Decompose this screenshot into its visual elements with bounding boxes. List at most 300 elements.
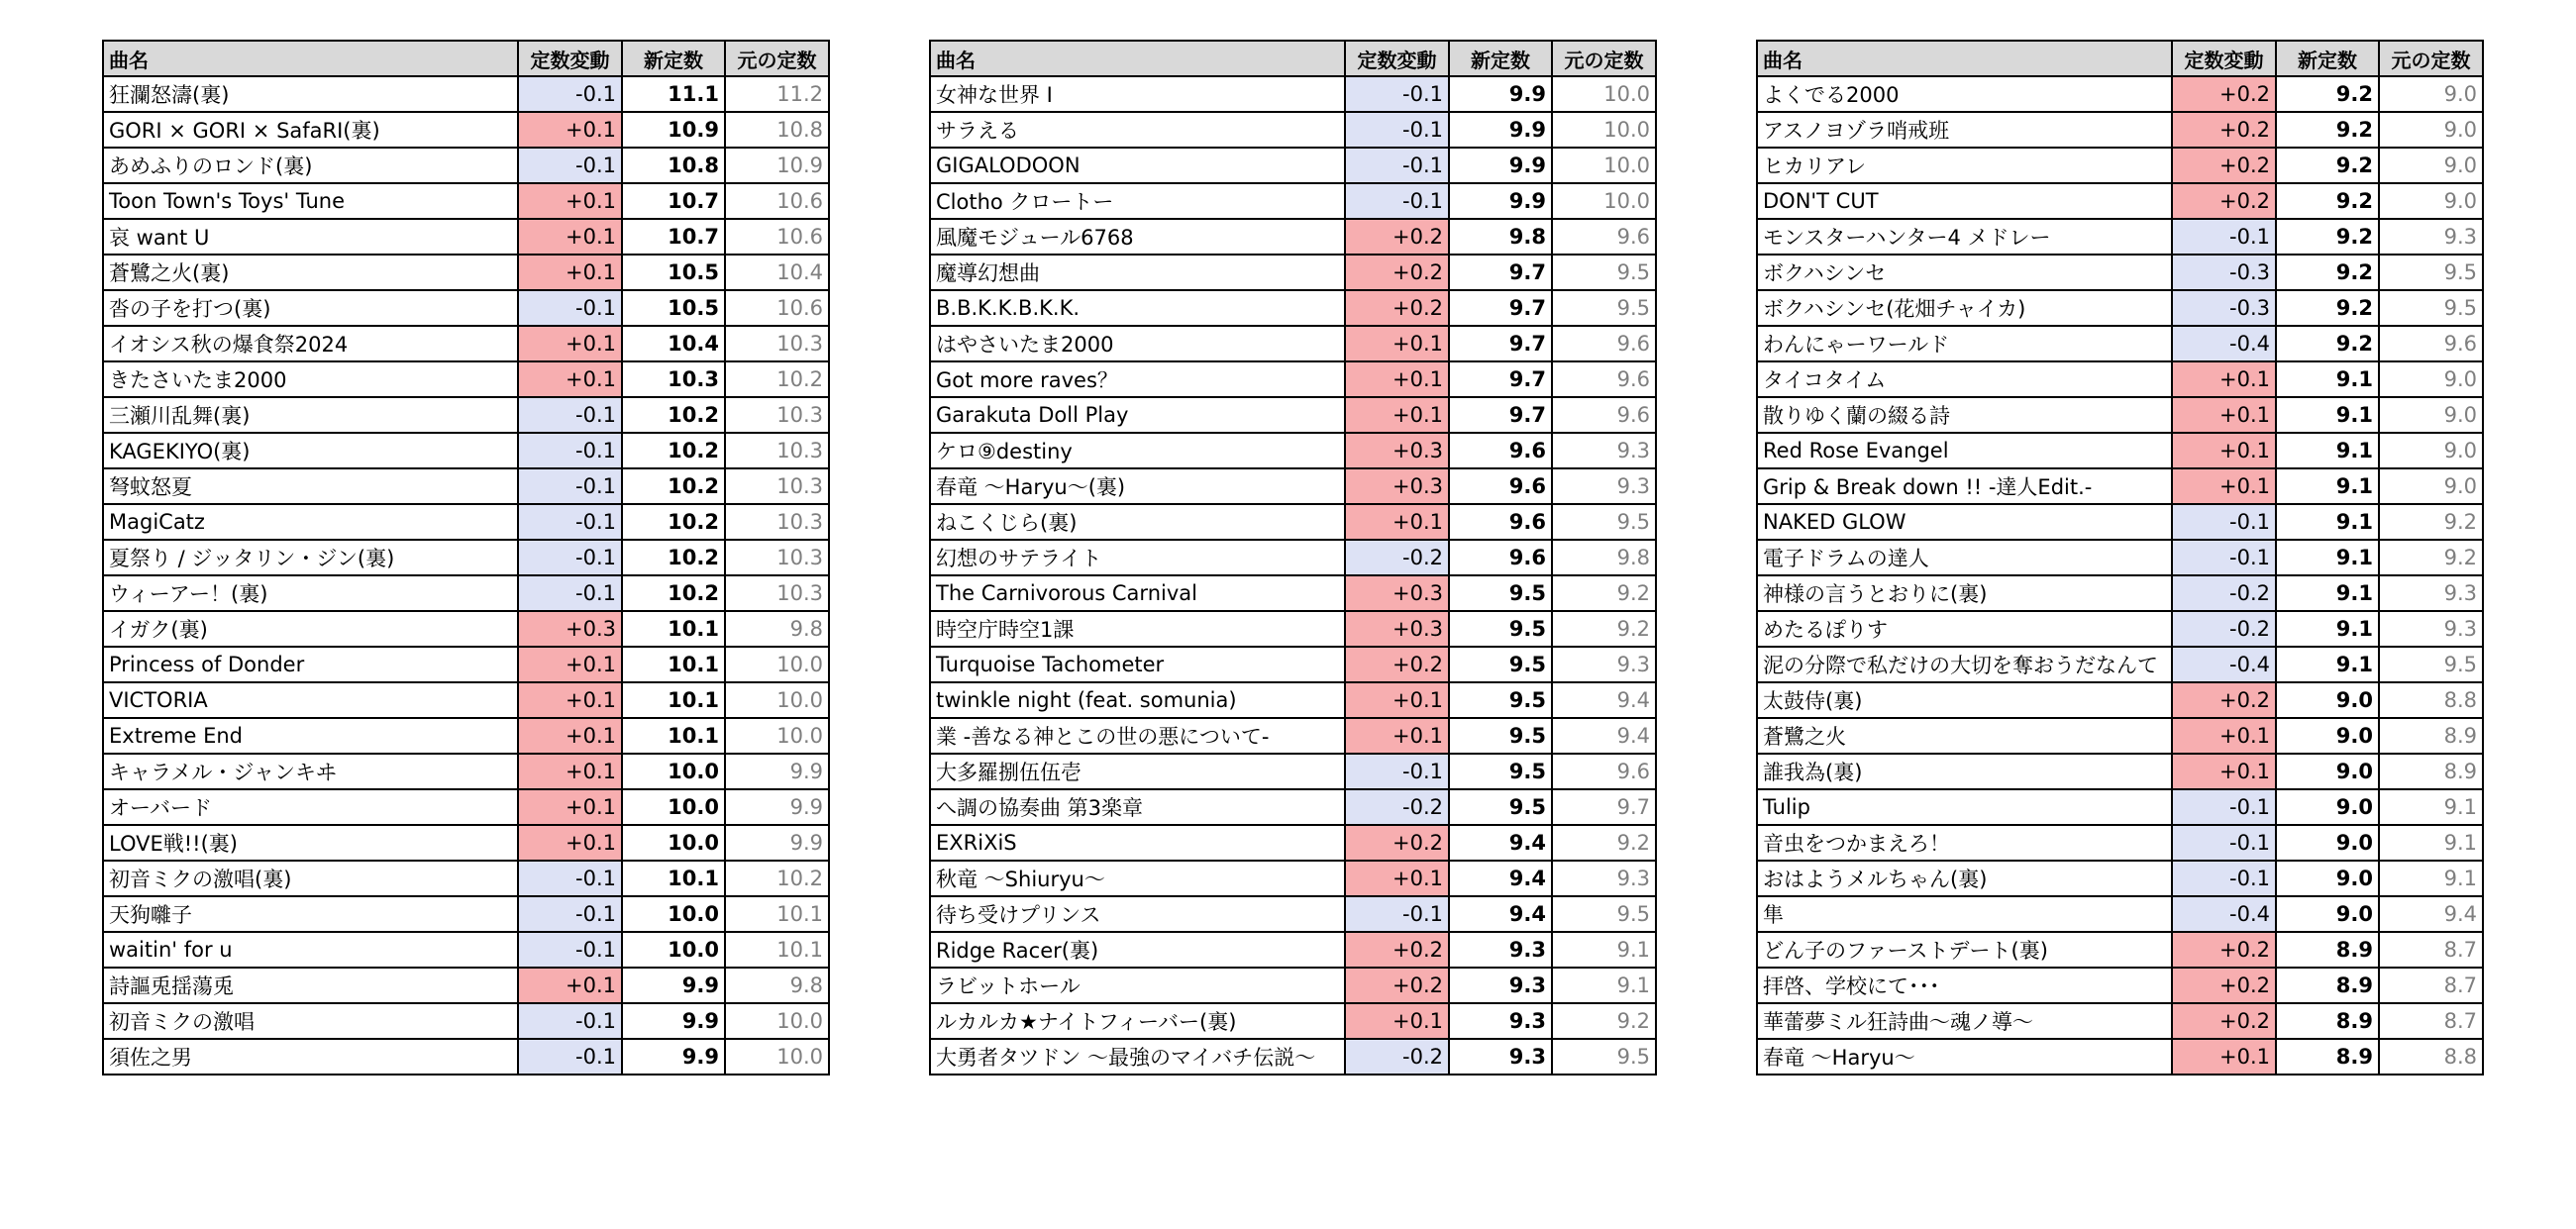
old-const-cell: 9.6 [2379,326,2483,361]
const-change-cell: +0.1 [518,789,622,825]
old-const-cell: 10.3 [725,468,829,504]
const-change-cell: -0.2 [1345,1039,1449,1075]
old-const-cell: 8.7 [2379,932,2483,968]
const-change-cell: -0.1 [518,575,622,611]
song-name-cell: 華蕾夢ミル狂詩曲～魂ノ導～ [1757,1003,2172,1039]
table-row [103,682,829,718]
table-row [930,433,1656,468]
old-const-cell: 9.6 [1552,754,1656,789]
new-const-cell: 11.1 [622,76,725,112]
song-name-cell: GORI × GORI × SafaRI(裏) [103,112,518,148]
old-const-cell: 10.2 [725,361,829,397]
table-row [103,540,829,575]
const-change-cell: +0.1 [518,112,622,148]
const-change-cell: -0.4 [2172,326,2276,361]
song-name-cell: 蒼鷺之火(裏) [103,255,518,290]
header-row [1757,41,2483,76]
const-change-cell: +0.1 [1345,861,1449,896]
const-change-cell: +0.1 [518,219,622,255]
old-const-cell: 10.0 [725,647,829,682]
const-change-cell: -0.1 [1345,896,1449,932]
old-const-cell: 9.7 [1552,789,1656,825]
new-const-cell: 9.0 [2276,682,2379,718]
new-const-cell: 9.0 [2276,754,2379,789]
old-const-cell: 10.0 [725,1039,829,1075]
old-const-cell: 9.0 [2379,112,2483,148]
song-name-cell: Ridge Racer(裏) [930,932,1345,968]
new-const-cell: 9.7 [1449,290,1552,326]
song-name-cell: twinkle night (feat. somunia) [930,682,1345,718]
song-name-cell: 初音ミクの激唱 [103,1003,518,1039]
old-const-header: 元の定数 [1552,41,1656,76]
new-const-cell: 9.9 [1449,148,1552,183]
new-const-cell: 10.2 [622,540,725,575]
table-row [1757,682,2483,718]
table-row [1757,76,2483,112]
old-const-cell: 8.9 [2379,754,2483,789]
new-const-cell: 9.3 [1449,932,1552,968]
change-header: 定数変動 [518,41,622,76]
old-const-cell: 9.0 [2379,148,2483,183]
new-const-cell: 10.4 [622,326,725,361]
const-change-cell: +0.2 [2172,932,2276,968]
song-name-cell: どん子のファーストデート(裏) [1757,932,2172,968]
new-const-cell: 10.2 [622,433,725,468]
const-change-cell: +0.3 [518,611,622,647]
song-name-cell: タイコタイム [1757,361,2172,397]
new-const-cell: 9.1 [2276,361,2379,397]
song-name-cell: B.B.K.K.B.K.K. [930,290,1345,326]
new-const-cell: 9.6 [1449,433,1552,468]
song-name-cell: 須佐之男 [103,1039,518,1075]
new-const-cell: 10.2 [622,575,725,611]
old-const-cell: 9.0 [2379,183,2483,219]
new-const-cell: 10.7 [622,183,725,219]
new-const-cell: 10.0 [622,754,725,789]
song-name-cell: ラビットホール [930,968,1345,1003]
new-const-cell: 9.5 [1449,789,1552,825]
header-row [103,41,829,76]
song-name-cell: オーバード [103,789,518,825]
old-const-cell: 8.8 [2379,682,2483,718]
const-change-cell: -0.2 [2172,611,2276,647]
new-const-cell: 9.3 [1449,1039,1552,1075]
song-name-cell: 業 -善なる神とこの世の悪について- [930,718,1345,754]
table-row [1757,433,2483,468]
const-change-cell: +0.2 [2172,1003,2276,1039]
table-row [1757,290,2483,326]
old-const-cell: 9.8 [1552,540,1656,575]
old-const-header: 元の定数 [2379,41,2483,76]
table-row [930,932,1656,968]
new-const-cell: 9.7 [1449,397,1552,433]
song-name-cell: 三瀬川乱舞(裏) [103,397,518,433]
new-const-cell: 9.5 [1449,647,1552,682]
table-row [930,861,1656,896]
old-const-cell: 9.4 [1552,682,1656,718]
old-const-cell: 9.3 [2379,219,2483,255]
old-const-cell: 10.1 [725,896,829,932]
new-const-cell: 9.2 [2276,255,2379,290]
song-name-cell: 幻想のサテライト [930,540,1345,575]
song-name-cell: ボクハシンセ(花畑チャイカ) [1757,290,2172,326]
new-const-cell: 10.3 [622,361,725,397]
song-name-cell: Got more raves？ [930,361,1345,397]
new-const-cell: 9.1 [2276,397,2379,433]
const-change-cell: -0.1 [518,76,622,112]
song-name-cell: EXRiXiS [930,825,1345,861]
table-row [1757,183,2483,219]
old-const-cell: 9.5 [2379,255,2483,290]
new-const-cell: 8.9 [2276,1003,2379,1039]
const-change-cell: -0.1 [518,540,622,575]
table-row [1757,575,2483,611]
table-row [103,896,829,932]
old-const-cell: 9.6 [1552,361,1656,397]
const-change-cell: -0.1 [518,896,622,932]
song-name-cell: Grip & Break down !! -達人Edit.- [1757,468,2172,504]
table-row [1757,861,2483,896]
table-row [103,754,829,789]
const-change-cell: +0.1 [518,682,622,718]
const-change-cell: -0.1 [518,433,622,468]
const-change-cell: +0.1 [518,183,622,219]
old-const-cell: 9.3 [2379,611,2483,647]
difficulty-table-1 [102,40,830,1075]
old-const-cell: 9.6 [1552,219,1656,255]
table-row [103,183,829,219]
song-name-cell: モンスターハンター4 メドレー [1757,219,2172,255]
table-row [930,183,1656,219]
const-change-cell: -0.3 [2172,255,2276,290]
table-row [1757,968,2483,1003]
table-row [103,326,829,361]
const-change-cell: +0.2 [1345,219,1449,255]
const-change-cell: +0.1 [518,968,622,1003]
old-const-cell: 9.8 [725,611,829,647]
const-change-cell: +0.2 [2172,112,2276,148]
song-name-cell: Garakuta Doll Play [930,397,1345,433]
new-const-cell: 10.0 [622,896,725,932]
table-row [930,540,1656,575]
song-name-cell: MagiCatz [103,504,518,540]
table-row [103,219,829,255]
const-change-cell: -0.1 [1345,112,1449,148]
table-row [1757,932,2483,968]
table-row [930,718,1656,754]
old-const-cell: 9.1 [2379,789,2483,825]
const-change-cell: +0.1 [518,255,622,290]
old-const-cell: 9.8 [725,968,829,1003]
song-name-cell: 沓の子を打つ(裏) [103,290,518,326]
const-change-cell: +0.2 [2172,968,2276,1003]
old-const-cell: 9.5 [1552,290,1656,326]
new-const-cell: 9.7 [1449,326,1552,361]
song-name-cell: Princess of Donder [103,647,518,682]
const-change-cell: +0.2 [1345,647,1449,682]
const-change-cell: +0.1 [518,647,622,682]
const-change-cell: +0.1 [1345,718,1449,754]
const-change-cell: -0.1 [518,861,622,896]
table-row [103,468,829,504]
table-row [930,1003,1656,1039]
const-change-cell: -0.1 [518,290,622,326]
const-change-cell: -0.1 [2172,504,2276,540]
const-change-cell: +0.1 [2172,468,2276,504]
const-change-cell: -0.1 [1345,148,1449,183]
song-name-cell: The Carnivorous Carnival [930,575,1345,611]
new-const-cell: 9.7 [1449,255,1552,290]
table-row [103,290,829,326]
old-const-cell: 9.2 [2379,504,2483,540]
song-name-cell: わんにゃーワールド [1757,326,2172,361]
new-const-cell: 10.2 [622,468,725,504]
new-const-cell: 9.1 [2276,433,2379,468]
new-const-cell: 9.1 [2276,575,2379,611]
old-const-cell: 9.0 [2379,468,2483,504]
const-change-cell: -0.4 [2172,896,2276,932]
table-row [103,112,829,148]
const-change-cell: -0.1 [2172,861,2276,896]
table-row [103,968,829,1003]
song-name-cell: 春竜 ～Haryu～(裏) [930,468,1345,504]
new-const-cell: 10.2 [622,504,725,540]
table-row [1757,611,2483,647]
song-name-cell: 大多羅捌伍伍壱 [930,754,1345,789]
old-const-cell: 9.5 [1552,504,1656,540]
old-const-cell: 9.9 [725,754,829,789]
song-name-cell: 狂瀾怒濤(裏) [103,76,518,112]
const-change-cell: +0.1 [1345,504,1449,540]
const-change-cell: -0.2 [2172,575,2276,611]
const-change-cell: +0.2 [1345,290,1449,326]
table-row [930,112,1656,148]
table-row [103,647,829,682]
old-const-cell: 9.5 [1552,255,1656,290]
old-const-cell: 10.6 [725,219,829,255]
old-const-cell: 10.2 [725,861,829,896]
const-change-cell: -0.1 [518,148,622,183]
old-const-cell: 10.0 [1552,112,1656,148]
table-row [103,433,829,468]
song-name-header: 曲名 [103,41,518,76]
new-const-cell: 9.4 [1449,825,1552,861]
table-row [1757,789,2483,825]
difficulty-table-3 [1756,40,2484,1075]
old-const-cell: 10.0 [1552,76,1656,112]
table-row [930,361,1656,397]
change-header: 定数変動 [1345,41,1449,76]
table-row [930,682,1656,718]
song-name-cell: 哀 want U [103,219,518,255]
old-const-cell: 9.1 [2379,825,2483,861]
old-const-cell: 9.1 [2379,861,2483,896]
const-change-cell: +0.2 [2172,148,2276,183]
song-name-cell: 時空庁時空1課 [930,611,1345,647]
table-row [930,575,1656,611]
new-const-cell: 10.1 [622,682,725,718]
const-change-cell: +0.3 [1345,433,1449,468]
old-const-cell: 9.0 [2379,361,2483,397]
new-const-cell: 10.8 [622,148,725,183]
new-const-cell: 9.2 [2276,326,2379,361]
new-const-cell: 9.9 [622,1039,725,1075]
song-name-cell: Extreme End [103,718,518,754]
const-change-cell: +0.1 [518,754,622,789]
const-change-cell: +0.3 [1345,575,1449,611]
table-row [103,255,829,290]
new-const-cell: 9.2 [2276,76,2379,112]
old-const-cell: 9.1 [1552,968,1656,1003]
new-const-cell: 9.4 [1449,896,1552,932]
song-name-cell: 詩謳兎揺蕩兎 [103,968,518,1003]
table-row [1757,504,2483,540]
table-row [930,326,1656,361]
const-change-cell: +0.2 [1345,255,1449,290]
const-change-cell: -0.1 [1345,76,1449,112]
old-const-cell: 10.3 [725,540,829,575]
table-row [103,825,829,861]
new-const-cell: 9.1 [2276,504,2379,540]
const-change-cell: -0.4 [2172,647,2276,682]
table-row [103,1003,829,1039]
const-change-cell: +0.2 [2172,183,2276,219]
song-name-cell: アスノヨゾラ哨戒班 [1757,112,2172,148]
song-name-cell: 待ち受けプリンス [930,896,1345,932]
table-row [103,361,829,397]
difficulty-table-2 [929,40,1657,1075]
new-const-cell: 10.9 [622,112,725,148]
song-name-cell: 春竜 ～Haryu～ [1757,1039,2172,1075]
new-const-cell: 9.4 [1449,861,1552,896]
old-const-cell: 9.2 [1552,825,1656,861]
table-row [103,718,829,754]
new-const-cell: 9.9 [1449,112,1552,148]
old-const-cell: 8.9 [2379,718,2483,754]
old-const-cell: 10.8 [725,112,829,148]
old-const-cell: 9.1 [1552,932,1656,968]
new-const-cell: 10.0 [622,789,725,825]
table-row [1757,896,2483,932]
new-const-cell: 9.5 [1449,575,1552,611]
new-const-cell: 9.3 [1449,968,1552,1003]
table-row [103,789,829,825]
song-name-cell: きたさいたま2000 [103,361,518,397]
song-name-cell: 電子ドラムの達人 [1757,540,2172,575]
table-row [1757,148,2483,183]
const-change-cell: +0.3 [1345,611,1449,647]
const-change-cell: +0.1 [518,718,622,754]
old-const-cell: 9.3 [2379,575,2483,611]
song-name-cell: 天狗囃子 [103,896,518,932]
song-name-cell: 女神な世界 Ⅰ [930,76,1345,112]
const-change-cell: +0.2 [1345,968,1449,1003]
table-row [930,255,1656,290]
new-const-cell: 9.7 [1449,361,1552,397]
song-name-cell: 蒼鷺之火 [1757,718,2172,754]
new-const-cell: 9.3 [1449,1003,1552,1039]
new-const-cell: 9.2 [2276,290,2379,326]
new-const-cell: 9.2 [2276,219,2379,255]
const-change-cell: -0.2 [1345,540,1449,575]
old-const-header: 元の定数 [725,41,829,76]
const-change-cell: +0.2 [2172,76,2276,112]
header-row [930,41,1656,76]
old-const-cell: 10.0 [725,682,829,718]
const-change-cell: -0.1 [518,1039,622,1075]
new-const-cell: 10.7 [622,219,725,255]
new-const-cell: 9.1 [2276,611,2379,647]
new-const-cell: 9.5 [1449,611,1552,647]
table-row [103,932,829,968]
old-const-cell: 10.4 [725,255,829,290]
const-change-cell: +0.1 [1345,397,1449,433]
old-const-cell: 9.0 [2379,76,2483,112]
table-row [930,647,1656,682]
const-change-cell: +0.2 [1345,825,1449,861]
song-name-cell: 神様の言うとおりに(裏) [1757,575,2172,611]
song-name-cell: VICTORIA [103,682,518,718]
song-name-cell: 太鼓侍(裏) [1757,682,2172,718]
new-const-cell: 10.0 [622,932,725,968]
const-change-cell: +0.1 [518,361,622,397]
new-const-cell: 9.2 [2276,148,2379,183]
table-row [930,896,1656,932]
new-const-cell: 9.1 [2276,647,2379,682]
table-row [930,148,1656,183]
old-const-cell: 9.9 [725,825,829,861]
song-name-cell: キャラメル・ジャンキヰ [103,754,518,789]
table-row [930,789,1656,825]
const-change-cell: +0.1 [1345,682,1449,718]
old-const-cell: 10.3 [725,397,829,433]
table-row [1757,647,2483,682]
song-name-header: 曲名 [1757,41,2172,76]
table-row [930,1039,1656,1075]
new-const-cell: 10.5 [622,255,725,290]
new-const-cell: 10.1 [622,647,725,682]
song-name-cell: 大勇者タツドン ～最強のマイバチ伝説～ [930,1039,1345,1075]
song-name-header: 曲名 [930,41,1345,76]
const-change-cell: +0.1 [2172,754,2276,789]
const-change-cell: -0.1 [2172,540,2276,575]
new-const-cell: 10.1 [622,861,725,896]
const-change-cell: -0.1 [518,468,622,504]
song-name-cell: 散りゆく蘭の綴る詩 [1757,397,2172,433]
const-change-cell: +0.1 [1345,1003,1449,1039]
new-const-cell: 10.0 [622,825,725,861]
new-const-cell: 8.9 [2276,1039,2379,1075]
song-name-cell: 夏祭り / ジッタリン・ジン(裏) [103,540,518,575]
table-row [930,611,1656,647]
const-change-cell: -0.1 [518,1003,622,1039]
song-name-cell: 初音ミクの激唱(裏) [103,861,518,896]
song-name-cell: サラえる [930,112,1345,148]
new-const-cell: 9.9 [1449,76,1552,112]
const-change-cell: +0.1 [2172,397,2276,433]
table-row [1757,1003,2483,1039]
old-const-cell: 9.0 [2379,397,2483,433]
new-const-header: 新定数 [622,41,725,76]
new-const-cell: 9.0 [2276,718,2379,754]
const-change-cell: +0.2 [2172,682,2276,718]
old-const-cell: 9.2 [1552,611,1656,647]
new-const-cell: 10.1 [622,611,725,647]
song-name-cell: NAKED GLOW [1757,504,2172,540]
table-row [1757,326,2483,361]
new-const-cell: 10.2 [622,397,725,433]
song-name-cell: ウィーアー！(裏) [103,575,518,611]
